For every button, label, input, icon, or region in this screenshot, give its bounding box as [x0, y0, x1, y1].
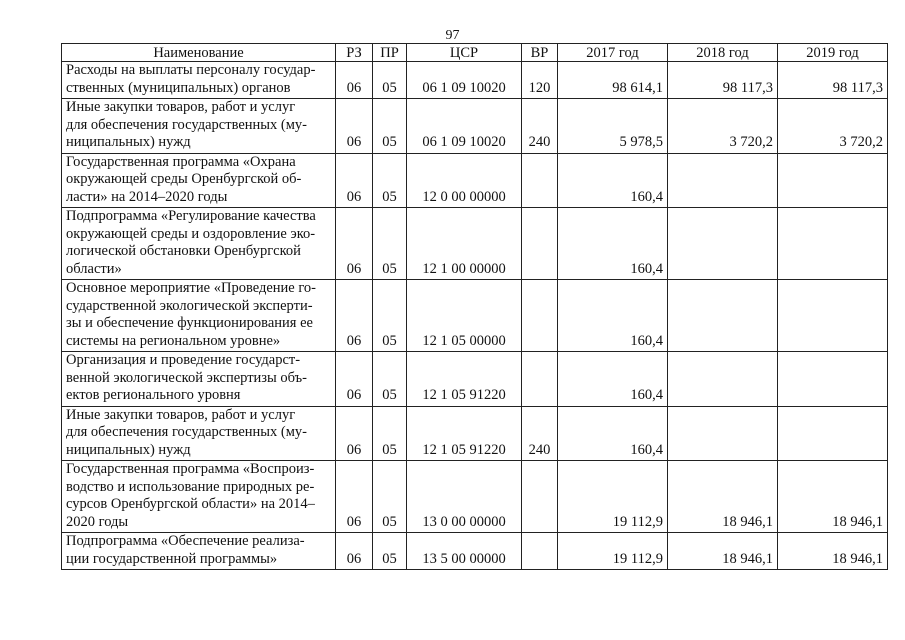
row-pr-cell: 05: [373, 153, 407, 208]
row-vr-cell: 240: [522, 406, 558, 461]
header-rz: РЗ: [336, 44, 373, 62]
table-row: [62, 208, 888, 280]
row-vr-cell: [522, 533, 558, 570]
row-name-line: ектов регионального уровня: [66, 387, 241, 403]
row-name-cell: [62, 280, 336, 352]
row-2018-cell: 3 720,2: [668, 99, 778, 154]
row-name-cell: [62, 62, 336, 99]
table-row: [62, 153, 888, 208]
row-pr-cell: 05: [373, 62, 407, 99]
row-2018-cell: [668, 153, 778, 208]
row-name-line: ниципальных) нужд: [66, 441, 191, 458]
row-name-line: окружающей среды Оренбургской об-: [66, 171, 302, 187]
row-2018-cell: [668, 406, 778, 461]
row-name-line: зы и обеспечение функционирования ее: [66, 315, 313, 331]
row-pr-cell: 05: [373, 208, 407, 280]
row-name-cell: [62, 208, 336, 280]
header-2017: 2017 год: [558, 44, 668, 62]
header-csr: ЦСР: [407, 44, 522, 62]
row-name-line: Государственная программа «Охрана: [66, 153, 296, 170]
row-pr-cell: 05: [373, 352, 407, 407]
row-name-line: 2020 годы: [66, 513, 129, 530]
row-rz-cell: 06: [336, 153, 373, 208]
row-name-line: ниципальных) нужд: [66, 134, 191, 150]
row-name-line: для обеспечения государственных (му-: [66, 116, 307, 133]
table-row: [62, 461, 888, 533]
row-2019-cell: [778, 280, 888, 352]
row-name-line: Расходы на выплаты персоналу государ-: [66, 62, 316, 78]
row-csr-cell: 06 1 09 10020: [407, 99, 522, 154]
row-2018-cell: [668, 280, 778, 352]
row-name-cell: [62, 99, 336, 154]
row-name-line: окружающей среды и оздоровление эко-: [66, 225, 316, 242]
row-name-line: венной экологической экспертизы объ-: [66, 369, 307, 386]
row-rz-cell: 06: [336, 99, 373, 154]
table-row: [62, 533, 888, 570]
table-body: [62, 62, 888, 570]
row-2017-cell: 160,4: [558, 352, 668, 407]
row-vr-cell: 120: [522, 62, 558, 99]
row-name-line: ственных (муниципальных) органов: [66, 79, 291, 96]
row-csr-cell: 12 0 00 00000: [407, 153, 522, 208]
row-csr-cell: 13 5 00 00000: [407, 533, 522, 570]
row-rz-cell: 06: [336, 280, 373, 352]
row-rz-cell: 06: [336, 461, 373, 533]
row-pr-cell: 05: [373, 461, 407, 533]
row-name-line: Иные закупки товаров, работ и услуг: [66, 99, 296, 115]
row-csr-cell: 06 1 09 10020: [407, 62, 522, 99]
table-row: [62, 406, 888, 461]
row-vr-cell: [522, 208, 558, 280]
row-name-line: Организация и проведение государст-: [66, 352, 301, 368]
row-name-line: сударственной экологической эксперти-: [66, 297, 313, 314]
row-csr-cell: 12 1 05 91220: [407, 352, 522, 407]
row-2018-cell: 18 946,1: [668, 533, 778, 570]
row-name-line: Подпрограмма «Регулирование качества: [66, 208, 316, 224]
row-2019-cell: [778, 352, 888, 407]
row-name-line: логической обстановки Оренбургской: [66, 243, 301, 259]
row-2019-cell: [778, 406, 888, 461]
table-row: [62, 352, 888, 407]
row-vr-cell: [522, 352, 558, 407]
row-2018-cell: 18 946,1: [668, 461, 778, 533]
row-2019-cell: 98 117,3: [778, 62, 888, 99]
row-csr-cell: 12 1 05 91220: [407, 406, 522, 461]
row-vr-cell: [522, 153, 558, 208]
row-name-line: Иные закупки товаров, работ и услуг: [66, 406, 296, 423]
row-pr-cell: 05: [373, 406, 407, 461]
row-2017-cell: 19 112,9: [558, 461, 668, 533]
row-vr-cell: [522, 280, 558, 352]
table-row: [62, 99, 888, 154]
row-name-line: Государственная программа «Воспроиз-: [66, 461, 315, 477]
row-rz-cell: 06: [336, 62, 373, 99]
row-rz-cell: 06: [336, 208, 373, 280]
row-2019-cell: 18 946,1: [778, 461, 888, 533]
row-2019-cell: [778, 153, 888, 208]
page-number: 97: [445, 28, 460, 43]
row-2017-cell: 160,4: [558, 153, 668, 208]
header-row: [62, 44, 888, 62]
row-pr-cell: 05: [373, 533, 407, 570]
row-name-cell: [62, 461, 336, 533]
row-name-line: системы на региональном уровне»: [66, 332, 281, 349]
row-2018-cell: [668, 208, 778, 280]
row-rz-cell: 06: [336, 406, 373, 461]
row-2017-cell: 160,4: [558, 208, 668, 280]
row-csr-cell: 12 1 00 00000: [407, 208, 522, 280]
table-row: [62, 62, 888, 99]
row-2017-cell: 160,4: [558, 406, 668, 461]
row-rz-cell: 06: [336, 533, 373, 570]
row-2018-cell: [668, 352, 778, 407]
row-csr-cell: 12 1 05 00000: [407, 280, 522, 352]
row-name-cell: [62, 352, 336, 407]
row-name-line: для обеспечения государственных (му-: [66, 424, 307, 440]
row-name-line: Основное мероприятие «Проведение го-: [66, 280, 317, 296]
row-name-line: ции государственной программы»: [66, 550, 278, 567]
row-2018-cell: 98 117,3: [668, 62, 778, 99]
row-2019-cell: 3 720,2: [778, 99, 888, 154]
row-2017-cell: 5 978,5: [558, 99, 668, 154]
row-2017-cell: 160,4: [558, 280, 668, 352]
header-vr: ВР: [522, 44, 558, 62]
header-2019: 2019 год: [778, 44, 888, 62]
row-name-cell: [62, 406, 336, 461]
header-name: Наименование: [62, 44, 336, 62]
header-pr: ПР: [373, 44, 407, 62]
row-rz-cell: 06: [336, 352, 373, 407]
row-vr-cell: [522, 461, 558, 533]
row-2017-cell: 19 112,9: [558, 533, 668, 570]
row-vr-cell: 240: [522, 99, 558, 154]
row-name-line: ласти» на 2014–2020 годы: [66, 188, 228, 205]
table-header: [62, 44, 888, 62]
row-2019-cell: [778, 208, 888, 280]
row-2017-cell: 98 614,1: [558, 62, 668, 99]
header-2018: 2018 год: [668, 44, 778, 62]
row-csr-cell: 13 0 00 00000: [407, 461, 522, 533]
row-name-line: водство и использование природных ре-: [66, 478, 315, 495]
row-pr-cell: 05: [373, 280, 407, 352]
row-pr-cell: 05: [373, 99, 407, 154]
row-2019-cell: 18 946,1: [778, 533, 888, 570]
row-name-cell: [62, 153, 336, 208]
row-name-line: области»: [66, 260, 122, 277]
row-name-line: Подпрограмма «Обеспечение реализа-: [66, 533, 305, 549]
row-name-cell: [62, 533, 336, 570]
row-name-line: сурсов Оренбургской области» на 2014–: [66, 496, 315, 512]
budget-table: [61, 43, 888, 570]
table-row: [62, 280, 888, 352]
